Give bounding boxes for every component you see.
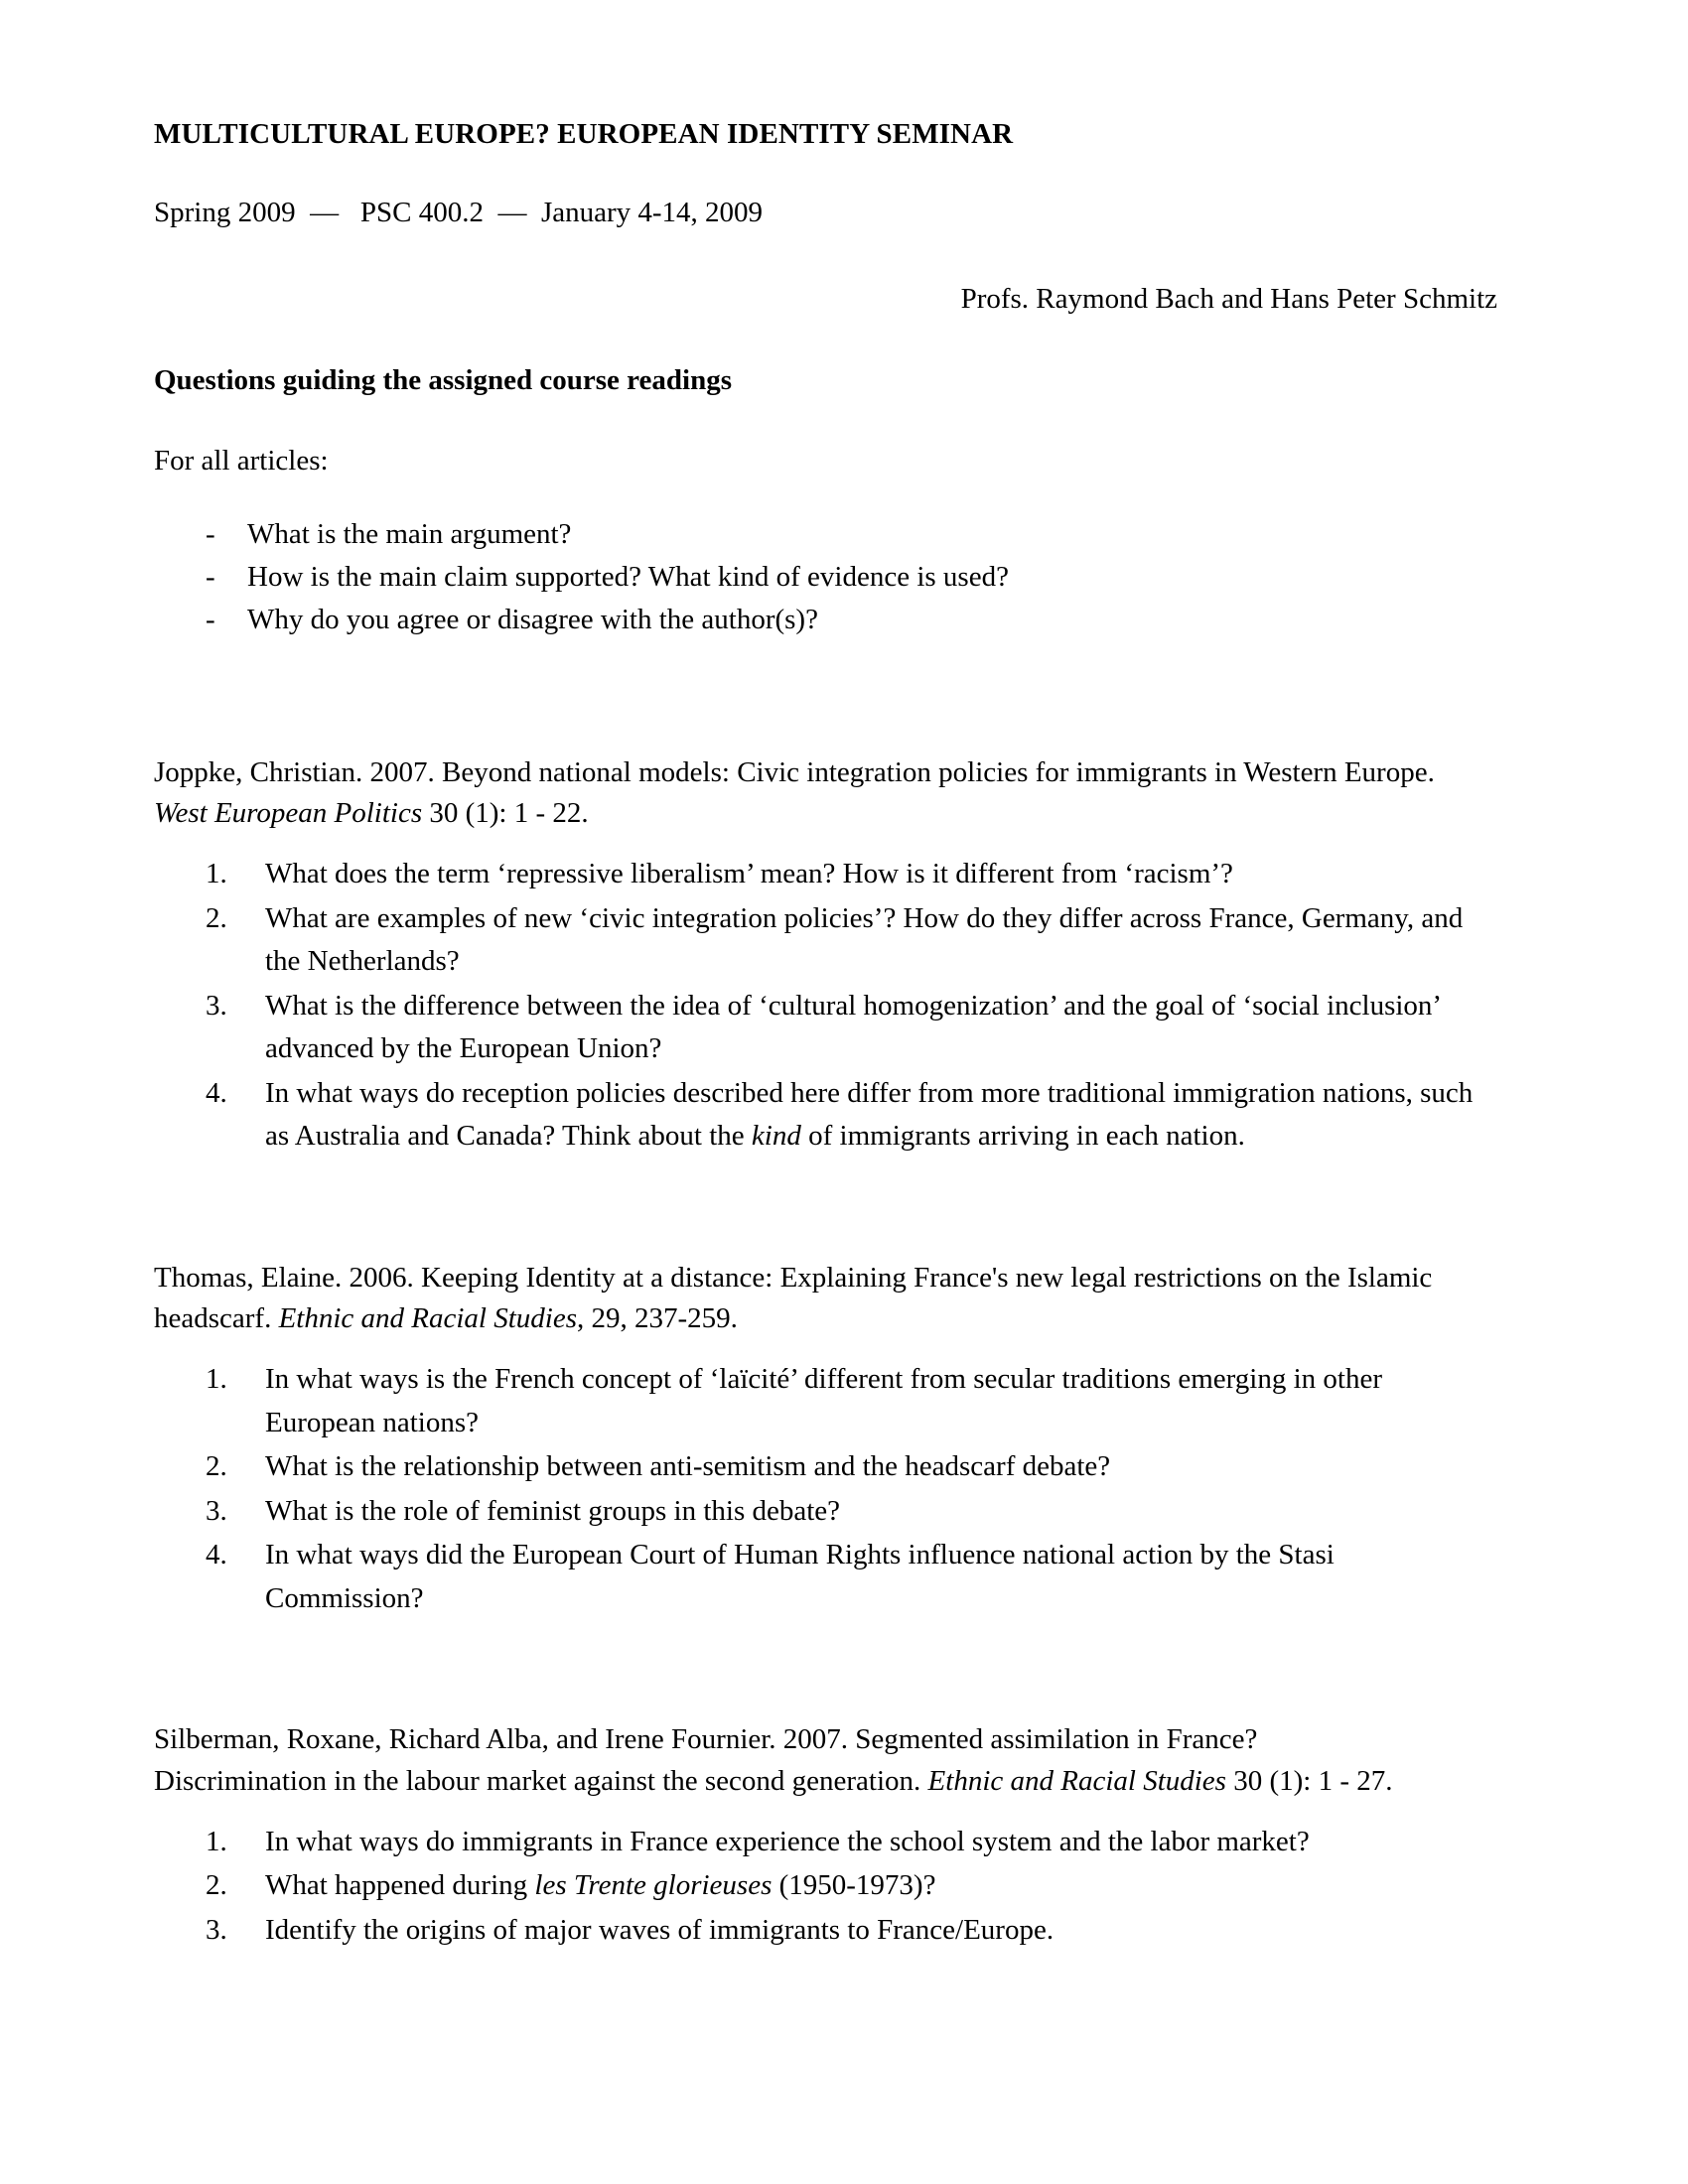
section-heading: Questions guiding the assigned course readings	[154, 364, 732, 397]
question-text: Identify the origins of major waves of immigrants to France/Europe.	[265, 1913, 1055, 1946]
citation-journal-title: Ethnic and Racial Studies	[927, 1764, 1226, 1797]
citation-thomas	[154, 1258, 1435, 1341]
page-title: MULTICULTURAL EUROPE? EUROPEAN IDENTITY SEMINAR	[154, 118, 1014, 150]
list-item	[206, 1490, 1496, 1534]
dash-bullet-icon: -	[206, 517, 215, 550]
questions-list-joppke	[154, 853, 1539, 1159]
list-item-text: Why do you agree or disagree with the author(s)?	[247, 604, 818, 636]
citation-journal-title: Ethnic and Racial Studies	[278, 1302, 578, 1335]
question-text: In what ways is the French concept of ‘laïcité’ different from secular traditions emerging in other European nations?	[265, 1363, 1382, 1438]
intro-line: For all articles:	[154, 445, 329, 478]
question-text: In what ways do reception policies described here differ from more traditional immigration nations, such as Australia and Canada? Think about the	[265, 1076, 1474, 1152]
citation-text-after-title: 30 (1): 1 - 27.	[1225, 1764, 1393, 1797]
question-italic-term: les Trente glorieuses	[534, 1869, 773, 1901]
list-item	[206, 897, 1496, 984]
list-item	[206, 1358, 1496, 1444]
list-item	[206, 1821, 1496, 1864]
list-item	[206, 985, 1496, 1071]
question-text: What is the difference between the idea of ‘cultural homogenization’ and the goal of ‘social inclusion’ advanced by the European Union?	[265, 989, 1440, 1064]
citation-text-after-title: , 29, 237-259.	[577, 1302, 738, 1335]
citation-text-before-title: Thomas, Elaine. 2006. Keeping Identity at a distance: Explaining France's new legal restrictions on the Islamic headscarf.	[154, 1261, 1433, 1335]
general-questions-list	[154, 514, 1539, 641]
questions-list-thomas	[154, 1358, 1539, 1620]
question-italic-term: kind	[751, 1120, 801, 1152]
list-item	[206, 514, 1539, 555]
list-item	[206, 853, 1496, 896]
question-text: What is the role of feminist groups in this debate?	[265, 1494, 841, 1527]
citation-text-after-title: 30 (1): 1 - 22.	[422, 797, 589, 830]
question-text: What is the relationship between anti-semitism and the headscarf debate?	[265, 1450, 1111, 1482]
question-text-tail: of immigrants arriving in each nation.	[800, 1120, 1245, 1152]
question-text: What happened during	[265, 1869, 535, 1901]
question-text: In what ways do immigrants in France experience the school system and the labor market?	[265, 1825, 1310, 1857]
list-item	[206, 1072, 1496, 1159]
list-item	[206, 600, 1539, 640]
instructors-line: Profs. Raymond Bach and Hans Peter Schmitz	[960, 282, 1497, 315]
list-item	[206, 1445, 1496, 1489]
citation-journal-title: West European Politics	[154, 797, 423, 830]
dash-bullet-icon: -	[206, 604, 215, 636]
question-text-tail: (1950-1973)?	[772, 1869, 936, 1901]
question-text: In what ways did the European Court of Human Rights influence national action by the Stasi Commission?	[265, 1539, 1335, 1614]
dash-bullet-icon: -	[206, 561, 215, 594]
citation-text-before-title: Silberman, Roxane, Richard Alba, and Irene Fournier. 2007. Segmented assimilation in France? Discrimination in the labour market against the second generation.	[154, 1723, 1258, 1797]
list-item-text: What is the main argument?	[247, 517, 572, 550]
question-text: What does the term ‘repressive liberalism’ mean? How is it different from ‘racism’?	[265, 858, 1233, 889]
question-text: What are examples of new ‘civic integration policies’? How do they differ across France, Germany, and the Netherlands?	[265, 901, 1464, 977]
citation-silberman	[154, 1719, 1435, 1803]
course-info-line: Spring 2009 — PSC 400.2 — January 4-14, 2009	[154, 196, 764, 228]
list-item-text: How is the main claim supported? What kind of evidence is used?	[247, 561, 1009, 594]
citation-text-before-title: Joppke, Christian. 2007. Beyond national models: Civic integration policies for immigrants in Western Europe.	[154, 755, 1435, 788]
list-item	[206, 1864, 1496, 1908]
questions-list-silberman	[154, 1821, 1539, 1953]
citation-joppke	[154, 752, 1435, 836]
list-item	[206, 1909, 1496, 1953]
list-item	[206, 557, 1539, 598]
list-item	[206, 1534, 1496, 1620]
